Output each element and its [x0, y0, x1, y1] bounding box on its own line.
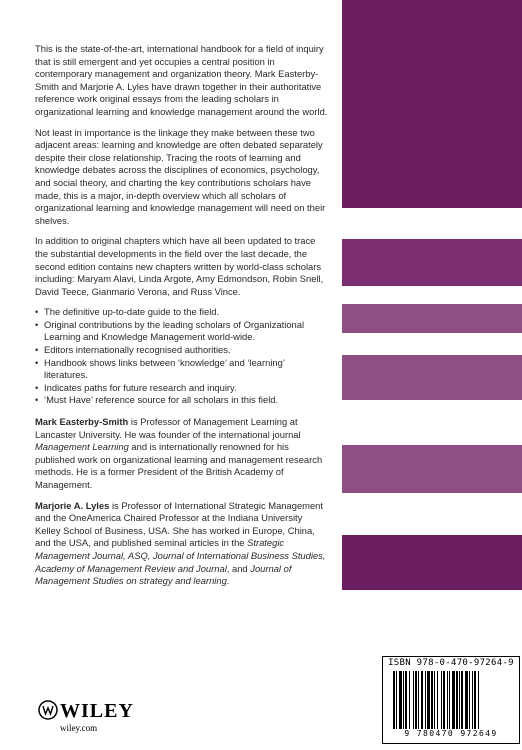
- barcode-bar: [413, 671, 414, 729]
- intro-paragraph: This is the state-of-the-art, international handbook for a field of inquiry that is still emergent and yet occupies a central position in contemporary management and organization theory. Mark Easterby-Smith and Marjorie A. Lyles have drawn together in their authoritative reference work original essays from the leading scholars in organizational learning and knowledge management around the world.: [35, 43, 328, 117]
- barcode-bar: [456, 671, 458, 729]
- barcode-bar: [434, 671, 435, 729]
- journal-titles: Strategic Management Journal, ASQ, Journal of International Business Studies, Academy of Management Review and Journal: [35, 537, 326, 574]
- barcode-bar: [437, 671, 438, 729]
- barcode-bar: [415, 671, 417, 729]
- bio-text: , and: [226, 562, 251, 574]
- barcode-bar: [474, 671, 476, 729]
- list-item: • Indicates paths for future research and inquiry.: [35, 382, 330, 395]
- bio-text: is Professor of Management Learning at Lancaster University. He was founder of the international journal: [35, 416, 301, 440]
- barcode-bar: [431, 671, 433, 729]
- author-bio-lyles: [35, 500, 330, 588]
- barcode-bar: [427, 671, 430, 729]
- purple-stripe: [342, 239, 522, 286]
- bio-text: is Professor of International Strategic Management and the OneAmerica Chaired Professor at the Indiana University Kelley School of Business, USA. She has worked in Europe, China, and the USA, and published seminal articles in the: [35, 499, 323, 549]
- barcode-bar: [425, 671, 426, 729]
- list-item: • Editors internationally recognised authorities.: [35, 344, 330, 357]
- barcode-bar: [421, 671, 423, 729]
- barcode-bar: [461, 671, 463, 729]
- linkage-paragraph: Not least in importance is the linkage they make between these two adjacent areas: learning and knowledge are often debated separately despite their close relationship. Tracing the roots of learning and knowledge debates across the disciplines of economics, psychology, and social theory, and charting the key contributions scholars have made, this is a major, in-depth overview which all scholars of organizational learning and knowledge management will need on their shelves.: [35, 126, 326, 226]
- journal-title: Management Learning: [35, 441, 129, 453]
- barcode-bar: [403, 671, 404, 729]
- barcode-bar: [469, 671, 470, 729]
- purple-stripe: [342, 445, 522, 493]
- purple-stripe: [342, 535, 522, 590]
- wiley-logo-icon: [38, 700, 58, 720]
- publisher-url: wiley.com: [60, 723, 98, 733]
- isbn-barcode: [382, 656, 520, 744]
- barcode-bar: [405, 671, 407, 729]
- barcode-bar: [399, 671, 402, 729]
- barcode-bar: [472, 671, 473, 729]
- barcode-bar: [441, 671, 442, 729]
- author-bio-easterby-smith: [35, 416, 330, 492]
- purple-stripe: [342, 304, 522, 333]
- barcode-bars: [393, 671, 509, 729]
- barcode-bar: [449, 671, 450, 729]
- second-edition-paragraph: In addition to original chapters which have all been updated to trace the substantial developments in the field over the last decade, the second edition contains new chapters written by world-class scholars including: Maryam Alavi, Linda Argote, Amy Edmondson, Robin Snell, David Teece, Gianmario Verona, and Russ Vince.: [35, 235, 324, 297]
- purple-stripe: [342, 355, 522, 400]
- isbn-digits: 9 780470 972649: [404, 729, 498, 738]
- bio-text: and is internationally renowned for his published work on organizational learning and management research methods. He is a former President of the British Academy of Management.: [35, 441, 323, 490]
- barcode-bar: [478, 671, 479, 729]
- barcode-bar: [443, 671, 445, 729]
- list-item: • ‘Must Have’ reference source for all scholars in this field.: [35, 394, 330, 407]
- back-cover-text: [35, 43, 330, 596]
- barcode-bar: [393, 671, 395, 729]
- barcode-bar: [465, 671, 468, 729]
- purple-stripe: [342, 0, 522, 208]
- feature-list: [35, 306, 330, 407]
- barcode-bar: [396, 671, 397, 729]
- list-item: • Original contributions by the leading scholars of Organizational Learning and Knowledge Management world-wide.: [35, 319, 330, 344]
- isbn-label: ISBN 978-0-470-97264-9: [388, 658, 514, 668]
- barcode-bar: [452, 671, 455, 729]
- barcode-bar: [447, 671, 448, 729]
- stripe-column: [342, 0, 522, 750]
- author-name: Mark Easterby-Smith: [35, 416, 129, 428]
- author-name: Marjorie A. Lyles: [35, 499, 110, 511]
- bio-text: .: [226, 575, 230, 587]
- list-item: • Handbook shows links between ‘knowledge’ and ‘learning’ literatures.: [35, 357, 330, 382]
- list-item: • The definitive up-to-date guide to the field.: [35, 306, 330, 319]
- barcode-bar: [409, 671, 410, 729]
- barcode-bar: [418, 671, 419, 729]
- barcode-bar: [459, 671, 460, 729]
- journal-title: Journal of Management Studies on strategy and learning: [35, 562, 292, 587]
- publisher-name: WILEY: [60, 700, 134, 722]
